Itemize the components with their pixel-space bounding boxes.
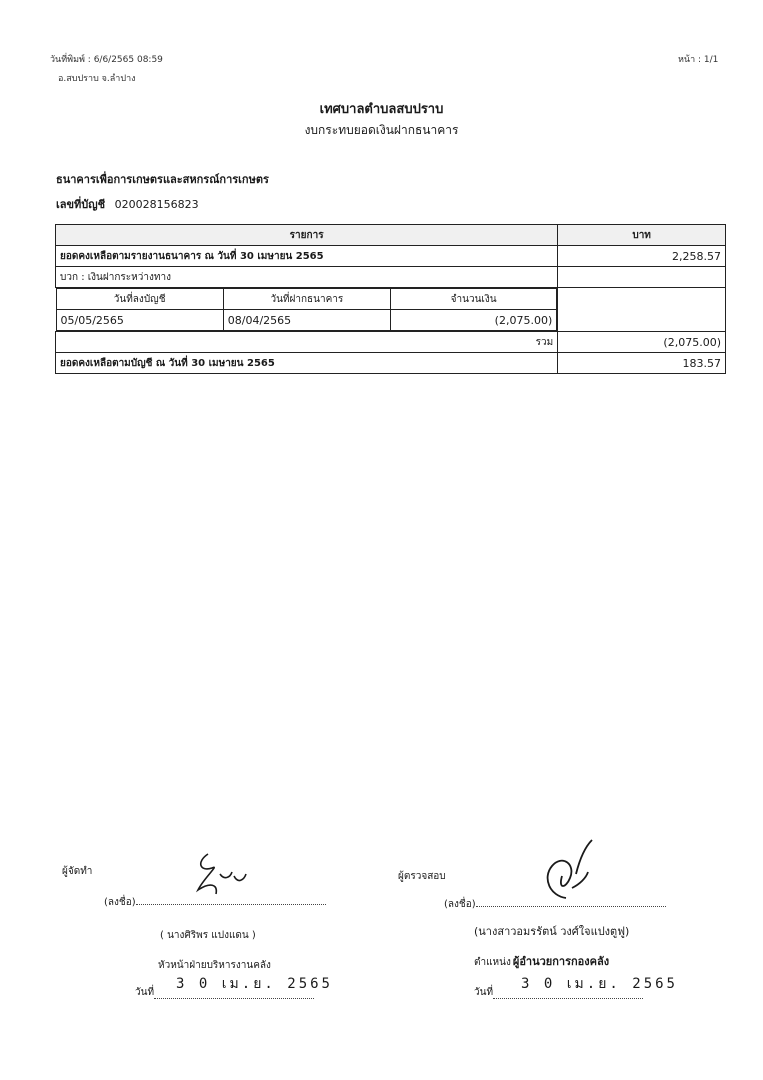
sub-header-row <box>56 289 557 310</box>
sub-header-posted-date: วันที่ลงบัญชี <box>56 289 223 310</box>
posted-date: 05/05/2565 <box>56 310 223 331</box>
preparer-signature <box>190 850 260 900</box>
preparer-date-line <box>135 976 333 1000</box>
deposit-in-transit-label: บวก : เงินฝากระหว่างทาง <box>56 267 558 288</box>
sub-table-container <box>56 288 558 332</box>
sub-header-deposit-date: วันที่ฝากธนาคาร <box>223 289 390 310</box>
header-item: รายการ <box>56 225 558 246</box>
print-info: วันที่พิมพ์ : 6/6/2565 08:59 <box>50 55 163 65</box>
reviewer-date-prefix: วันที่ <box>474 987 494 998</box>
header-amount: บาท <box>558 225 726 246</box>
total-row <box>56 332 726 353</box>
sub-data-row <box>56 310 557 331</box>
table-header-row <box>56 225 726 246</box>
preparer-date-stamp: 3 0 เม.ย. 2565 <box>176 976 333 992</box>
reviewer-label: ผู้ตรวจสอบ <box>398 871 446 882</box>
preparer-sign-line <box>104 895 326 910</box>
reviewer-sign-prefix: (ลงชื่อ) <box>444 899 476 910</box>
total-amount: (2,075.00) <box>558 332 726 353</box>
final-balance-row <box>56 353 726 374</box>
table-row <box>56 267 726 288</box>
preparer-sign-prefix: (ลงชื่อ) <box>104 897 136 908</box>
preparer-label: ผู้จัดทำ <box>62 866 93 877</box>
sub-table-row <box>56 288 726 332</box>
account-number: 020028156823 <box>114 198 199 211</box>
reviewer-position: ผู้อำนวยการกองคลัง <box>512 955 610 968</box>
sub-table <box>56 288 558 331</box>
empty-cell <box>558 267 726 288</box>
preparer-date-prefix: วันที่ <box>135 987 155 998</box>
bank-balance-label: ยอดคงเหลือตามรายงานธนาคาร ณ วันที่ 30 เมษายน 2565 <box>56 246 558 267</box>
preparer-position: หัวหน้าฝ่ายบริหารงานคลัง <box>158 960 271 971</box>
book-balance-label: ยอดคงเหลือตามบัญชี ณ วันที่ 30 เมษายน 2565 <box>56 353 558 374</box>
account-line <box>56 195 199 213</box>
deposit-date: 08/04/2565 <box>223 310 390 331</box>
preparer-name: ( นางศิริพร แปงแดน ) <box>160 930 256 941</box>
total-label: รวม <box>56 332 558 353</box>
reviewer-date-line <box>474 976 678 1000</box>
document-subtitle: งบกระทบยอดเงินฝากธนาคาร <box>304 123 459 137</box>
document-title: เทศบาลตำบลสบปราบ <box>319 102 444 117</box>
page-info: หน้า : 1/1 <box>678 55 719 65</box>
reviewer-signature <box>536 838 606 906</box>
bank-name: ธนาคารเพื่อการเกษตรและสหกรณ์การเกษตร <box>56 173 269 186</box>
sub-header-amount: จำนวนเงิน <box>391 289 557 310</box>
book-balance-amount: 183.57 <box>558 353 726 374</box>
reviewer-position-line <box>474 952 609 970</box>
table-row <box>56 246 726 267</box>
bank-balance-amount: 2,258.57 <box>558 246 726 267</box>
reviewer-date-stamp: 3 0 เม.ย. 2565 <box>521 976 678 992</box>
reviewer-position-prefix: ตำแหน่ง <box>474 957 511 968</box>
account-label: เลขที่บัญชี <box>56 198 106 211</box>
deposit-amount: (2,075.00) <box>391 310 557 331</box>
empty-cell <box>558 288 726 332</box>
reviewer-name: (นางสาวอมรรัตน์ วงศ์ใจแปงตูฟู) <box>474 925 630 938</box>
reviewer-sign-line <box>444 897 666 912</box>
reconciliation-table <box>55 224 726 374</box>
location-text: อ.สบปราบ จ.ลำปาง <box>58 74 136 84</box>
